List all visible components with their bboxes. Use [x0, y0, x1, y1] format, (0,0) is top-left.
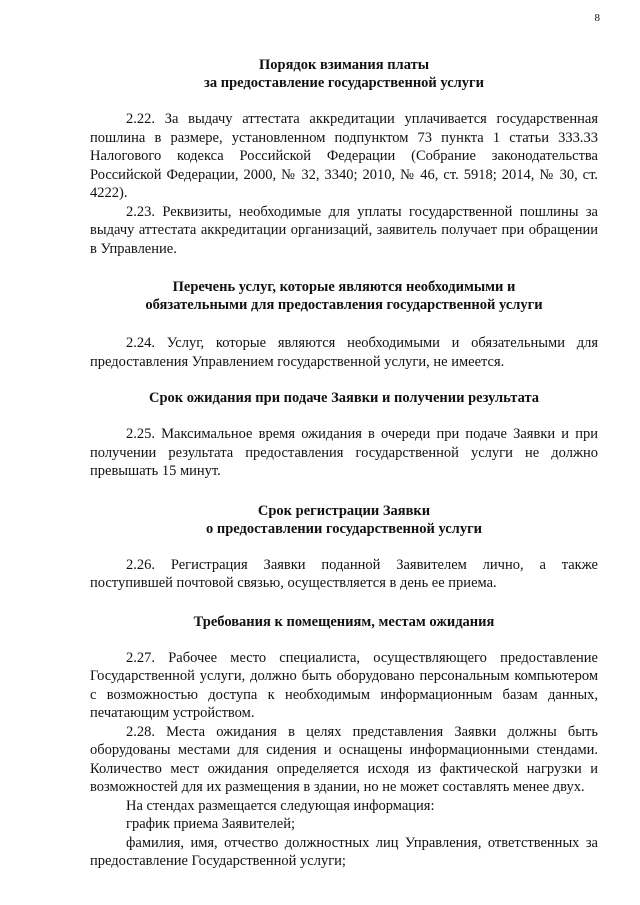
heading-line: Перечень услуг, которые являются необходимыми и	[172, 279, 516, 295]
paragraph-2-24: 2.24. Услуг, которые являются необходимыми и обязательными для предоставления Управлением государственной услуги, не имеется.	[90, 335, 598, 370]
heading-line: Требования к помещениям, местам ожидания	[193, 613, 495, 630]
page-number: 8	[594, 12, 600, 24]
paragraph-2-27: 2.27. Рабочее место специалиста, осуществляющего предоставление Государственной услуги, должно быть оборудовано персональным компьютером с возможностью доступа к необходимым информационным базам данных, печатающим устройством.	[90, 649, 598, 721]
paragraph-2-26: 2.26. Регистрация Заявки поданной Заявителем лично, а также поступившей почтовой связью, осуществляется в день ее приема.	[90, 556, 598, 591]
paragraph-stands-item-officials: фамилия, имя, отчество должностных лиц Управления, ответственных за предоставление Государственной услуги;	[90, 834, 598, 869]
paragraph-2-22: 2.22. За выдачу аттестата аккредитации уплачивается государственная пошлина в размере, установленном подпунктом 73 пункта 1 статьи 333.33 Налогового кодекса Российской Федерации (Собрание законодательства Российской Федерации, 2000, № 32, 3340; 2010, № 46, ст. 5918; 2014, № 30, ст. 4222).	[90, 111, 598, 201]
paragraph-2-28: 2.28. Места ожидания в целях представления Заявки должны быть оборудованы местами для сидения и оснащены информационными стендами. Количество мест ожидания определяется исходя из фактической нагрузки и возможностей для их размещения в здании, но не может составлять менее двух.	[90, 723, 598, 795]
heading-line: о предоставлении государственной услуги	[205, 520, 483, 537]
section-heading-registration	[90, 502, 598, 538]
heading-line: Срок регистрации Заявки	[257, 502, 431, 519]
paragraph-2-25: 2.25. Максимальное время ожидания в очереди при подаче Заявки и при получении результата предоставления государственной услуги не должно превышать 15 минут.	[90, 426, 598, 479]
section-heading-services-list	[90, 278, 598, 314]
document-body	[90, 56, 598, 871]
paragraph-stands-item-schedule: график приема Заявителей;	[126, 816, 296, 832]
heading-line: за предоставление государственной услуги	[204, 75, 484, 91]
paragraph-stands-intro: На стендах размещается следующая информация:	[126, 797, 435, 814]
paragraph-2-23: 2.23. Реквизиты, необходимые для уплаты государственной пошлины за выдачу аттестата аккредитации организаций, заявитель получает при обращении в Управление.	[90, 203, 598, 257]
heading-line: Порядок взимания платы	[258, 57, 430, 73]
heading-line: обязательными для предоставления государственной услуги	[145, 297, 543, 313]
section-heading-waiting-time	[90, 389, 598, 407]
section-heading-fees	[90, 56, 598, 92]
heading-line: Срок ожидания при подаче Заявки и получении результата	[149, 390, 539, 406]
section-heading-premises	[90, 613, 598, 631]
